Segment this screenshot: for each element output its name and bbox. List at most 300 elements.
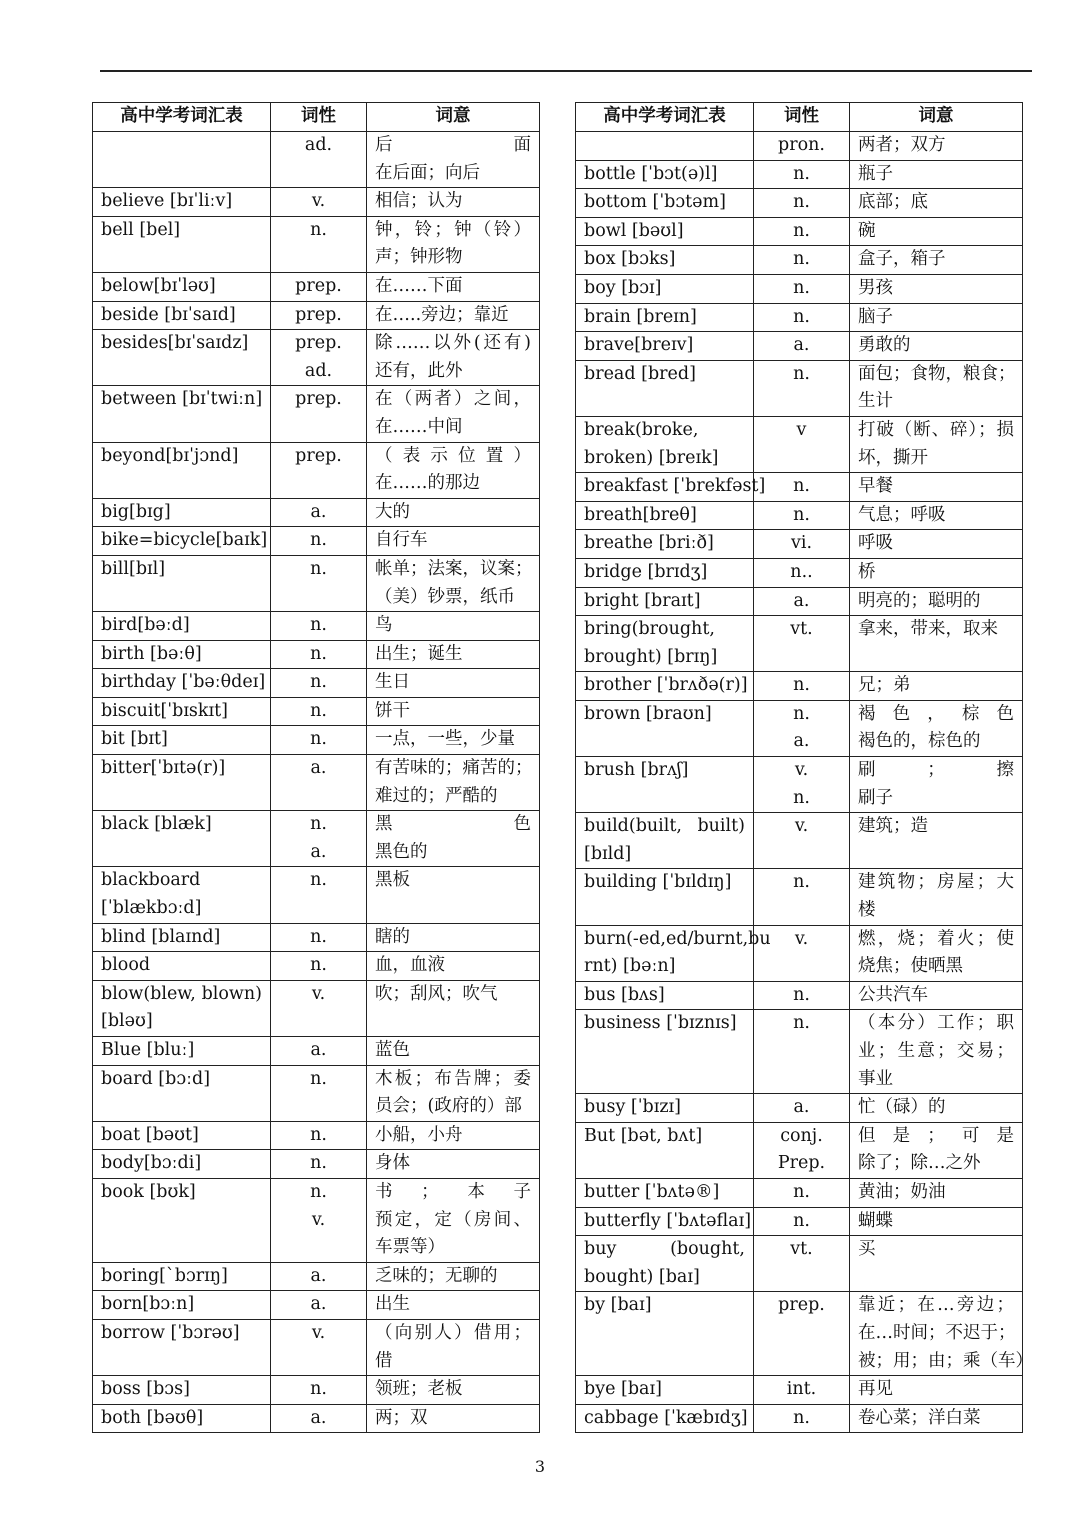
pos-line: ad.: [304, 360, 333, 381]
meaning-line: 身体: [375, 1153, 410, 1174]
meaning-cell: [850, 1178, 1023, 1207]
word-line: bike=bicycle[baɪk]: [101, 530, 268, 551]
pos-line: a.: [793, 335, 810, 356]
pos-line: n.: [310, 530, 327, 551]
word-cell: [93, 1065, 271, 1121]
pos-cell: [271, 1065, 367, 1121]
pos-cell: [271, 1291, 367, 1320]
pos-line: n.: [310, 615, 327, 636]
pos-line: prep.: [295, 445, 342, 466]
table-row: [576, 981, 1023, 1010]
word-cell: [93, 216, 271, 272]
meaning-line: 在……的那边: [375, 473, 480, 494]
word-line: box [bɔks]: [584, 249, 676, 270]
pos-cell: [271, 1404, 367, 1433]
word-cell: [576, 274, 754, 303]
pos-cell: [754, 274, 850, 303]
meaning-cell: [367, 980, 540, 1036]
table-row: [93, 1319, 540, 1375]
meaning-line: 乏味的；无聊的: [375, 1265, 498, 1286]
word-line: birth [bəːθ]: [101, 643, 202, 664]
word-cell: [576, 1122, 754, 1178]
pos-cell: [271, 811, 367, 867]
pos-line: n.: [793, 277, 810, 298]
table-row: [576, 1404, 1023, 1433]
meaning-cell: [367, 1065, 540, 1121]
word-cell: [576, 757, 754, 813]
word-line: burn(-ed,ed/burnt,bu: [584, 928, 771, 949]
meaning-cell: [850, 416, 1023, 472]
meaning-line: 兄；弟: [858, 675, 911, 696]
word-line: believe [bɪˈliːv]: [101, 191, 233, 212]
pos-cell: [754, 587, 850, 616]
word-cell: [576, 530, 754, 559]
word-cell: [576, 925, 771, 981]
word-cell: [93, 132, 271, 188]
meaning-line: 生计: [858, 391, 893, 412]
pos-line: a.: [310, 841, 327, 862]
word-line: below[bɪˈləʊ]: [101, 275, 216, 296]
word-line: breakfast [ˈbrekfəst]: [584, 476, 766, 497]
meaning-line: 燃，烧；着火；使: [858, 928, 1014, 949]
meaning-cell: [367, 669, 540, 698]
pos-cell: [754, 246, 850, 275]
meaning-cell: [850, 757, 1023, 813]
word-cell: [93, 272, 271, 301]
header-rule: [100, 70, 1032, 72]
meaning-line: 烧焦；使晒黑: [858, 956, 963, 977]
meaning-line: 气息；呼吸: [858, 504, 946, 525]
word-line: blood: [101, 955, 151, 976]
meaning-cell: [367, 188, 540, 217]
pos-cell: [754, 558, 850, 587]
meaning-line: 蝴蝶: [858, 1210, 893, 1231]
meaning-line: 黑色: [375, 814, 531, 835]
meaning-line: 脑子: [858, 306, 893, 327]
word-cell: [576, 1376, 754, 1405]
word-line: borrow [ˈbɔrəʊ]: [101, 1322, 240, 1343]
word-cell: [93, 527, 271, 556]
word-line: boss [bɔs]: [101, 1379, 190, 1400]
pos-cell: [271, 442, 367, 498]
table-row: [576, 1207, 1023, 1236]
meaning-line: 被；用；由；乘（车）: [858, 1350, 1033, 1371]
pos-line: n.: [793, 504, 810, 525]
pos-cell: [754, 1094, 850, 1123]
pos-line: n.: [310, 814, 327, 835]
word-cell: [93, 498, 271, 527]
pos-cell: [754, 813, 850, 869]
pos-line: prep.: [295, 304, 342, 325]
vocab-table-right: [575, 102, 1033, 1433]
word-line: both [bəʊθ]: [101, 1407, 204, 1428]
meaning-cell: [850, 587, 1023, 616]
table-row: [93, 330, 540, 386]
pos-cell: [271, 527, 367, 556]
meaning-line: 忙（碌）的: [858, 1097, 946, 1118]
pos-line: n.: [793, 363, 810, 384]
word-cell: [93, 1178, 271, 1262]
meaning-line: 男孩: [858, 277, 893, 298]
meaning-cell: [367, 1178, 540, 1262]
table-row: [576, 925, 1023, 981]
table-row: [93, 1262, 540, 1291]
meaning-cell: [850, 1404, 1023, 1433]
meaning-line: 拿来，带来，取来: [858, 619, 998, 640]
header-word: 高中学考词汇表: [93, 103, 271, 132]
table-row: [93, 980, 540, 1036]
meaning-line: 勇敢的: [858, 335, 911, 356]
word-cell: [93, 1319, 271, 1375]
pos-cell: [271, 132, 367, 188]
table-row: [93, 669, 540, 698]
table-row: [93, 555, 540, 611]
word-line: board [bɔːd]: [101, 1068, 211, 1089]
pos-cell: [754, 332, 850, 361]
word-line: bus [bʌs]: [584, 984, 665, 1005]
pos-line: n.: [793, 476, 810, 497]
word-cell: [576, 217, 754, 246]
table-row: [93, 1121, 540, 1150]
pos-line: prep.: [295, 389, 342, 410]
pos-line: int.: [786, 1379, 817, 1400]
pos-line: v: [796, 419, 807, 440]
meaning-cell: [850, 558, 1023, 587]
meaning-line: 再见: [858, 1379, 893, 1400]
word-line: bridge [brɪdʒ]: [584, 561, 708, 582]
pos-line: n.: [310, 558, 327, 579]
table-row: [576, 473, 1023, 502]
word-cell: [93, 923, 271, 952]
word-line: [ˈblækbɔːd]: [101, 898, 202, 919]
pos-cell: [271, 640, 367, 669]
table-row: [93, 527, 540, 556]
pos-cell: [271, 755, 367, 811]
table-row: [576, 160, 1023, 189]
pos-line: v.: [794, 928, 809, 949]
table-row: [576, 217, 1023, 246]
word-line: brown [braʊn]: [584, 703, 712, 724]
meaning-line: 车票等）: [375, 1237, 445, 1258]
table-row: [576, 274, 1023, 303]
meaning-cell: [850, 160, 1023, 189]
meaning-line: 难过的；严酷的: [375, 785, 498, 806]
word-line: black [blæk]: [101, 814, 212, 835]
meaning-line: 建筑物；房屋；大: [858, 872, 1014, 893]
meaning-cell: [367, 301, 540, 330]
word-cell: [576, 1292, 754, 1376]
meaning-line: 在（两者）之间，: [375, 389, 531, 410]
meaning-cell: [850, 813, 1023, 869]
pos-cell: [754, 189, 850, 218]
word-cell: [93, 755, 271, 811]
table-row: [93, 1037, 540, 1066]
word-line: brought) [brɪŋ]: [584, 646, 718, 667]
meaning-line: （美）钞票，纸币: [375, 586, 515, 607]
pos-line: n.: [310, 1153, 327, 1174]
word-cell: [93, 867, 271, 923]
meaning-line: 黑色的: [375, 841, 428, 862]
table-row: [93, 640, 540, 669]
table-row: [93, 442, 540, 498]
meaning-cell: [850, 672, 1023, 701]
word-line: big[bɪg]: [101, 501, 171, 522]
pos-line: prep.: [778, 1295, 825, 1316]
table-row: [576, 332, 1023, 361]
meaning-cell: [850, 332, 1023, 361]
table-row: [93, 755, 540, 811]
meaning-cell: [367, 555, 540, 611]
meaning-cell: [367, 726, 540, 755]
meaning-cell: [367, 498, 540, 527]
table-row: [576, 530, 1023, 559]
word-line: boat [bəʊt]: [101, 1124, 199, 1145]
table-row: [576, 360, 1023, 416]
table-row: [576, 813, 1023, 869]
table-row: [576, 189, 1023, 218]
word-cell: [93, 301, 271, 330]
meaning-line: 在…..旁边；靠近: [375, 304, 509, 325]
meaning-line: 瞎的: [375, 926, 410, 947]
meaning-cell: [850, 1010, 1023, 1094]
word-cell: [93, 188, 271, 217]
meaning-cell: [850, 700, 1023, 756]
pos-line: n.: [793, 220, 810, 241]
meaning-line: 刷子: [858, 787, 893, 808]
table-row: [93, 386, 540, 442]
meaning-line: 自行车: [375, 530, 428, 551]
meaning-cell: [850, 360, 1023, 416]
meaning-line: 业；生意；交易；: [858, 1041, 1014, 1061]
meaning-line: 一点，一些，少量: [375, 729, 515, 750]
word-cell: [93, 1262, 271, 1291]
pos-line: n.: [310, 219, 327, 240]
pos-line: a.: [793, 590, 810, 611]
pos-cell: [271, 330, 367, 386]
meaning-line: 在……下面: [375, 275, 463, 296]
table-row: [93, 952, 540, 981]
pos-line: n.: [310, 1068, 327, 1089]
table-header-row: [576, 103, 1023, 132]
word-line: bread [bred]: [584, 363, 696, 384]
word-line: bill[bɪl]: [101, 558, 166, 579]
word-cell: [576, 1404, 754, 1433]
word-line: birthday [ˈbəːθdeɪ]: [101, 672, 266, 693]
pos-line: n.: [310, 700, 327, 721]
pos-cell: [754, 1376, 850, 1405]
pos-cell: [754, 672, 850, 701]
word-line: brain [breɪn]: [584, 306, 697, 327]
pos-cell: [754, 530, 850, 559]
table-row: [93, 726, 540, 755]
pos-line: v.: [794, 760, 809, 781]
word-line: boring[ˋbɔrɪŋ]: [101, 1265, 228, 1286]
word-line: between [bɪˈtwiːn]: [101, 389, 263, 410]
table-row: [93, 1404, 540, 1433]
word-cell: [576, 616, 754, 672]
meaning-cell: [367, 640, 540, 669]
meaning-line: 借: [375, 1350, 393, 1371]
pos-line: Prep.: [777, 1153, 826, 1174]
word-line: born[bɔːn]: [101, 1294, 195, 1315]
table-row: [576, 1236, 1023, 1292]
word-cell: [576, 587, 754, 616]
meaning-cell: [367, 1319, 540, 1375]
word-line: break(broke,: [584, 419, 699, 440]
meaning-cell: [367, 811, 540, 867]
meaning-line: 公共汽车: [858, 984, 928, 1005]
meaning-cell: [850, 1376, 1023, 1405]
table-row: [576, 303, 1023, 332]
meaning-line: （本分）工作；职: [858, 1013, 1014, 1034]
pos-line: n.: [793, 1407, 810, 1428]
table-row: [576, 1094, 1023, 1123]
pos-cell: [754, 360, 850, 416]
meaning-line: 木板；布告牌；委: [375, 1068, 531, 1089]
pos-cell: [271, 726, 367, 755]
pos-cell: [271, 1262, 367, 1291]
word-cell: [576, 360, 754, 416]
pos-line: a.: [310, 501, 327, 522]
pos-line: n.: [310, 926, 327, 947]
word-cell: [93, 1404, 271, 1433]
word-line: blind [blaɪnd]: [101, 926, 221, 947]
pos-line: v.: [311, 983, 326, 1004]
word-line: blackboard: [101, 870, 201, 891]
word-line: [bləʊ]: [101, 1011, 153, 1032]
word-cell: [93, 980, 271, 1036]
word-line: bottom [ˈbɔtəm]: [584, 192, 726, 213]
word-line: bring(brought,: [584, 619, 715, 640]
meaning-line: 两；双: [375, 1407, 428, 1428]
pos-cell: [271, 980, 367, 1036]
pos-line: a.: [793, 731, 810, 752]
word-line: building [ˈbɪldɪŋ]: [584, 872, 732, 893]
table-body-right: [576, 132, 1033, 1433]
meaning-cell: [850, 501, 1023, 530]
word-cell: [93, 952, 271, 981]
meaning-line: 刷；擦: [858, 760, 1014, 781]
pos-line: n.: [793, 675, 810, 696]
pos-cell: [271, 952, 367, 981]
meaning-line: 后面: [375, 135, 531, 155]
pos-line: n.: [310, 672, 327, 693]
word-line: rnt) [bəːn]: [584, 956, 676, 977]
pos-line: a.: [793, 1097, 810, 1118]
meaning-cell: [367, 1262, 540, 1291]
word-line: bottle [ˈbɔt(ə)l]: [584, 163, 718, 184]
pos-cell: [754, 501, 850, 530]
pos-line: n.: [793, 163, 810, 184]
table-body-left: [93, 132, 540, 1433]
meaning-line: 靠近；在…旁边；: [858, 1295, 1014, 1316]
meaning-line: 饼干: [375, 700, 410, 721]
meaning-cell: [367, 697, 540, 726]
pos-line: n.: [310, 1181, 327, 1202]
meaning-line: 盒子，箱子: [858, 249, 946, 270]
pos-cell: [754, 869, 850, 925]
meaning-line: 建筑；造: [858, 816, 928, 837]
pos-line: vt.: [790, 1239, 813, 1260]
word-line: bright [braɪt]: [584, 590, 701, 611]
table-row: [93, 1150, 540, 1179]
word-cell: [93, 612, 271, 641]
meaning-line: 血，血液: [375, 955, 445, 976]
meaning-cell: [850, 217, 1023, 246]
pos-line: v.: [311, 1322, 326, 1343]
meaning-line: 出生；诞生: [375, 643, 463, 664]
meaning-cell: [367, 867, 540, 923]
word-line: bell [bel]: [101, 219, 181, 240]
meaning-cell: [367, 272, 540, 301]
pos-cell: [754, 757, 850, 813]
word-cell: [576, 672, 754, 701]
meaning-cell: [850, 274, 1023, 303]
pos-cell: [271, 697, 367, 726]
word-line: blow(blew, blown): [101, 983, 262, 1004]
meaning-cell: [850, 246, 1023, 275]
table-row: [576, 1376, 1023, 1405]
page-number: 3: [534, 1457, 546, 1476]
table-row: [576, 1122, 1023, 1178]
pos-line: v.: [311, 1209, 326, 1230]
word-line: breath[breθ]: [584, 504, 697, 525]
meaning-cell: [850, 616, 1023, 672]
meaning-line: 生日: [375, 672, 410, 693]
meaning-line: 黄油；奶油: [858, 1181, 946, 1202]
word-line: beside [bɪˈsaɪd]: [101, 304, 236, 325]
pos-line: a.: [310, 1407, 327, 1428]
table-row: [93, 301, 540, 330]
meaning-line: 碗: [858, 220, 876, 241]
word-line: brave[breɪv]: [584, 335, 694, 356]
meaning-cell: [367, 755, 540, 811]
meaning-cell: [850, 473, 1023, 502]
word-cell: [576, 558, 754, 587]
pos-cell: [754, 132, 850, 161]
meaning-cell: [367, 216, 540, 272]
word-line: by [baɪ]: [584, 1295, 652, 1316]
table-row: [93, 811, 540, 867]
meaning-line: 底部；底: [858, 192, 928, 213]
word-line: biscuit[ˈbɪskɪt]: [101, 700, 228, 721]
pos-line: conj.: [780, 1125, 823, 1146]
pos-cell: [754, 616, 850, 672]
table-row: [93, 1065, 540, 1121]
pos-line: prep.: [295, 333, 342, 354]
word-line: butterfly [ˈbʌtəflaɪ]: [584, 1210, 752, 1231]
word-line: business [ˈbɪznɪs]: [584, 1013, 737, 1034]
pos-cell: [754, 1207, 850, 1236]
word-line: bought) [baɪ]: [584, 1266, 700, 1287]
pos-line: n.: [310, 729, 327, 750]
word-cell: [93, 1037, 271, 1066]
meaning-cell: [850, 1207, 1023, 1236]
meaning-cell: [367, 527, 540, 556]
meaning-cell: [367, 442, 540, 498]
meaning-cell: [367, 1291, 540, 1320]
meaning-line: 预定，定（房间、: [375, 1209, 531, 1230]
meaning-line: 蓝色: [375, 1040, 410, 1060]
pos-cell: [271, 188, 367, 217]
pos-cell: [754, 1292, 850, 1376]
table-row: [576, 587, 1023, 616]
word-line: book [bʊk]: [101, 1181, 196, 1202]
meaning-line: 卷心菜；洋白菜: [858, 1407, 981, 1428]
table-row: [576, 1292, 1023, 1376]
pos-line: n.: [793, 192, 810, 213]
meaning-line: 两者；双方: [858, 135, 946, 155]
